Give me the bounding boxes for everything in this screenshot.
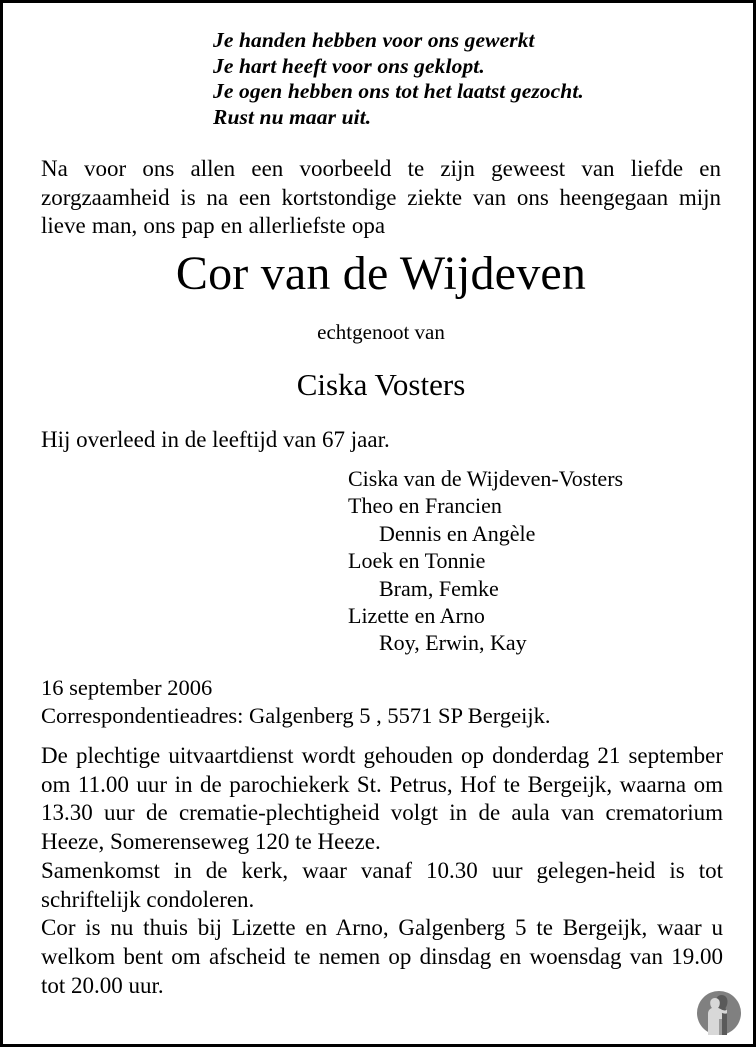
- list-item: Bram, Femke: [379, 575, 499, 601]
- correspondence-address: Correspondentieadres: Galgenberg 5 , 5571 SP Bergeijk.: [41, 703, 551, 728]
- spouse-name: Ciska Vosters: [296, 367, 466, 402]
- service-details: [41, 742, 723, 1000]
- intro-paragraph: Na voor ons allen een voorbeeld te zijn geweest van liefde en zorgzaamheid is na een kortstondige ziekte van ons heengegaan mijn lieve man, ons pap en allerliefste opa: [41, 156, 721, 238]
- list-item: Ciska van de Wijdeven-Vosters: [348, 466, 624, 491]
- poem-line: Je ogen hebben ons tot het laatst gezocht.: [213, 79, 584, 103]
- poem-line: Rust nu maar uit.: [213, 104, 372, 129]
- list-item: Lizette en Arno: [348, 603, 485, 629]
- spouse-label: echtgenoot van: [317, 320, 445, 344]
- list-item: Theo en Francien: [348, 493, 502, 519]
- list-item: Dennis en Angèle: [379, 520, 536, 546]
- family-list: [348, 465, 728, 657]
- service-paragraph: Samenkomst in de kerk, waar vanaf 10.30 uur gelegen-heid is tot schriftelijk condoleren.: [41, 857, 723, 912]
- list-item: Roy, Erwin, Kay: [379, 630, 527, 656]
- date-address-block: [41, 674, 731, 730]
- service-paragraph: Cor is nu thuis bij Lizette en Arno, Galgenberg 5 te Bergeijk, waar u welkom bent om afscheid te nemen op dinsdag en woensdag van 19.00 tot 20.00 uur.: [41, 915, 723, 998]
- notice-date: 16 september 2006: [41, 675, 213, 700]
- embracing-figures-logo: [695, 989, 743, 1037]
- service-paragraph: De plechtige uitvaartdienst wordt gehouden op donderdag 21 september om 11.00 uur in de parochiekerk St. Petrus, Hof te Bergeijk, waarna om 13.30 uur de crematie-plechtigheid volgt in de aula van crematorium Heeze, Somerenseweg 120 te Heeze.: [41, 743, 723, 855]
- list-item: Loek en Tonnie: [348, 548, 486, 574]
- poem-line: Je hart heeft voor ons geklopt.: [213, 53, 485, 78]
- age-line: Hij overleed in de leeftijd van 67 jaar.: [41, 427, 390, 452]
- deceased-name: Cor van de Wijdeven: [175, 247, 587, 300]
- poem-block: [213, 28, 683, 130]
- poem-line: Je handen hebben voor ons gewerkt: [213, 28, 535, 52]
